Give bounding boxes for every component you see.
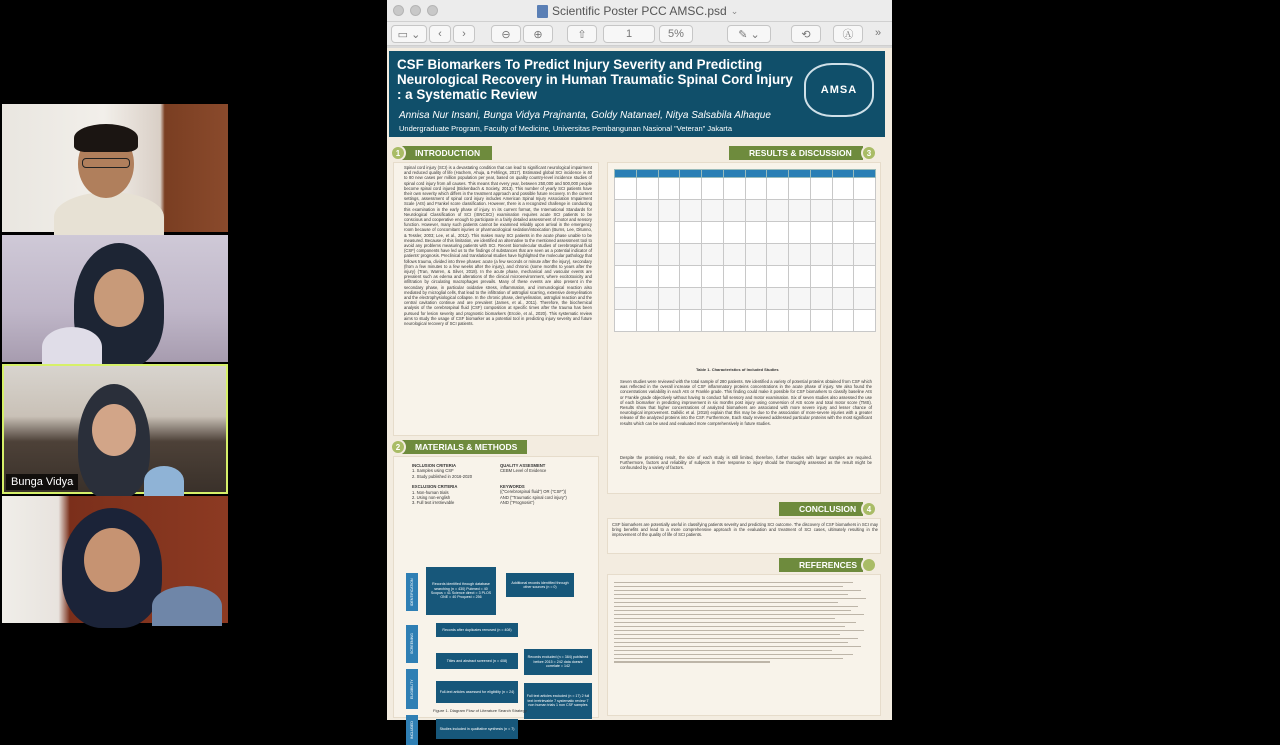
participant-shoulders bbox=[144, 466, 184, 496]
inclusion-criteria-block bbox=[412, 463, 496, 506]
participant-shoulders bbox=[42, 327, 102, 367]
window-title bbox=[537, 4, 738, 18]
reference-line bbox=[614, 594, 848, 595]
table-row bbox=[615, 200, 876, 222]
section-header-references bbox=[779, 558, 863, 572]
participant-video-tile[interactable] bbox=[2, 235, 228, 362]
section-title: MATERIALS & METHODS bbox=[415, 442, 518, 452]
keyword-item: (("Cerebrospinal fluid") OR ("CSF")) bbox=[500, 489, 567, 495]
amsa-logo bbox=[804, 63, 874, 117]
reference-line bbox=[614, 602, 838, 603]
reference-line bbox=[614, 622, 856, 623]
reference-line bbox=[614, 650, 832, 651]
reference-line bbox=[614, 661, 770, 662]
exclusion-item: 2. Using non-english bbox=[412, 495, 451, 501]
previous-page-button[interactable]: ‹ bbox=[429, 25, 451, 43]
minimize-window-button[interactable] bbox=[410, 5, 421, 16]
flow-stage-label: ELIGIBILITY bbox=[406, 669, 418, 709]
reference-line bbox=[614, 658, 843, 659]
reference-line bbox=[614, 606, 858, 607]
participant-hair bbox=[74, 124, 138, 152]
rotate-button[interactable]: ⟲ bbox=[791, 25, 821, 43]
exclusion-item: 3. Full text irretrievable bbox=[412, 500, 455, 506]
viewer-toolbar bbox=[387, 22, 892, 46]
keywords-title: KEYWORDS bbox=[500, 483, 525, 489]
annotate-button[interactable]: Ⓐ bbox=[833, 25, 863, 43]
page-number-field[interactable]: 1 bbox=[603, 25, 655, 43]
conclusion-panel bbox=[607, 518, 881, 554]
quality-title: QUALITY ASSESMENT bbox=[500, 463, 546, 468]
next-page-button[interactable]: › bbox=[453, 25, 475, 43]
section-badge bbox=[861, 557, 877, 573]
flow-box-fulltext-assessed: Full-text articles assessed for eligibility (n = 24) bbox=[436, 681, 518, 703]
more-tools-icon[interactable]: » bbox=[875, 27, 882, 39]
markup-pen-button[interactable]: ✎ ⌄ bbox=[727, 25, 771, 43]
section-title: REFERENCES bbox=[799, 560, 858, 570]
sidebar-toggle-button[interactable]: ▭ ⌄ bbox=[391, 25, 427, 43]
reference-line bbox=[614, 618, 835, 619]
poster-affiliation: Undergraduate Program, Faculty of Medicine, Universitas Pembangunan Nasional "Veteran" Jakarta bbox=[399, 124, 732, 133]
conclusion-text: CSF biomarkers are potentially useful in classifying patients severity and predicting SCI outcome. The discovery of CSF biomarkers in SCI may bring benefits and lead to a more comprehensive approach in the evaluation and treatment of SCI cases, ultimately resulting in the improvement of the quality of life of SCI patients. bbox=[612, 522, 878, 538]
flow-stage-label: INCLUDED bbox=[406, 715, 418, 745]
reference-line bbox=[614, 590, 861, 591]
keyword-item: AND ("Prognosis") bbox=[500, 500, 535, 506]
logo-text: AMSA bbox=[820, 84, 858, 96]
shared-screen-viewer[interactable] bbox=[387, 0, 892, 739]
zoom-level-field[interactable]: 5% bbox=[659, 25, 693, 43]
flow-stage-label: SCREENING bbox=[406, 625, 418, 663]
reference-line bbox=[614, 654, 853, 655]
section-header-results bbox=[729, 146, 863, 160]
window-title-text: Scientific Poster PCC AMSC.psd bbox=[552, 4, 727, 18]
reference-line bbox=[614, 646, 861, 647]
reference-line bbox=[614, 626, 845, 627]
exclusion-item: 1. Non-human trials bbox=[412, 489, 449, 495]
reference-line bbox=[614, 610, 851, 611]
zoom-in-button[interactable]: ⊕ bbox=[523, 25, 553, 43]
participant-face bbox=[94, 269, 144, 327]
table-row bbox=[615, 310, 876, 332]
zoom-out-button[interactable]: ⊖ bbox=[491, 25, 521, 43]
section-title: CONCLUSION bbox=[799, 504, 857, 514]
flow-box-excluded: Records excluded (n = 384) published before 2015 = 242 data doesnt correlate = 142 bbox=[524, 649, 592, 675]
section-number-badge: 3 bbox=[861, 145, 877, 161]
results-panel bbox=[607, 162, 881, 494]
reference-line bbox=[614, 586, 843, 587]
flow-box-identified: Records identified through database searching (n = 430) Pubmed = 40 Scopus = 41 Science direct = 3 PLOS ONE = 40 Proquest = 256 bbox=[426, 567, 496, 615]
results-text: Seven studies were reviewed with the total sample of 280 patients. We identified a variety of potential proteins obtained from CSF which was reflected in the overall increase of CSF inflammatory proteins concentrations in the acute phase of injury. We also found the concentrations variability in each AIS or Frankle grade. This finding could make it possible for CSF biomarkers to classify baseline AIS or Frankle grade objectively without having to conduct full sensory and motor examination. Six of seven studies also assessed the use of each biomarker in predicting improvement in six months post injury using conversion of AIS score and total motor score (TMS). Results show that higher concentrations of analyzed biomarkers are associated with more severe injury and lesser chance of neurological improvement. Dalkilic et al. (2018) explain that this may be due to the association of more-severe injuries with a greater release of the analyzed proteins into the CSF. Furthermore, Each study reviewed addressed particular proteins with the most significant results which can be used and evaluated more comprehensively in future studies. bbox=[620, 379, 872, 426]
table-row bbox=[615, 244, 876, 266]
section-number-badge: 2 bbox=[390, 439, 406, 455]
participant-face bbox=[92, 404, 136, 456]
reference-line bbox=[614, 630, 864, 631]
flow-box-fulltext-excluded: Full text articles excluded (n = 17) 2 full text irretrievable 7 systematic review 7 non human trials 1 non CSF samples bbox=[524, 683, 592, 719]
table-caption: Table 1. Characteristics of Included Studies bbox=[696, 367, 779, 372]
participant-video-tile-active-speaker[interactable] bbox=[2, 364, 228, 494]
inclusion-item: 2. Study published in 2016-2020 bbox=[412, 473, 473, 479]
window-titlebar bbox=[387, 0, 892, 22]
poster-header bbox=[389, 51, 885, 137]
close-window-button[interactable] bbox=[393, 5, 404, 16]
participant-video-tile[interactable] bbox=[2, 496, 228, 623]
quality-value: CEBM Level of Evidence bbox=[500, 468, 547, 474]
table-row bbox=[615, 266, 876, 288]
reference-line bbox=[614, 582, 853, 583]
participant-name-label: Bunga Vidya bbox=[6, 474, 78, 490]
exclusion-title: EXCLUSION CRITERIA bbox=[412, 484, 458, 490]
participant-video-tile[interactable] bbox=[2, 104, 228, 232]
poster-title: CSF Biomarkers To Predict Injury Severity and Predicting Neurological Recovery in Human Traumatic Spinal Cord Injury : a Systematic Review bbox=[397, 57, 793, 102]
participant-face bbox=[84, 528, 140, 592]
document-icon bbox=[537, 5, 548, 18]
flow-box-additional: Additional records identified through other sources (n = 0) bbox=[506, 573, 574, 597]
keyword-item: AND ("Traumatic spinal cord injury") bbox=[500, 494, 567, 500]
reference-line bbox=[614, 642, 848, 643]
section-title: RESULTS & DISCUSSION bbox=[749, 148, 852, 158]
poster-authors: Annisa Nur Insani, Bunga Vidya Prajnanta, Goldy Natanael, Nitya Salsabila Alhaque bbox=[399, 110, 771, 121]
section-title: INTRODUCTION bbox=[415, 148, 481, 158]
quality-keywords-block bbox=[500, 463, 596, 505]
flow-box-included: Studies included in qualitative synthesis (n = 7) bbox=[436, 719, 518, 739]
section-number-badge: 1 bbox=[390, 145, 406, 161]
table-row bbox=[615, 222, 876, 244]
section-header-introduction bbox=[395, 146, 492, 160]
section-number-badge: 4 bbox=[861, 501, 877, 517]
reference-line bbox=[614, 634, 840, 635]
poster-page bbox=[387, 48, 892, 739]
section-header-conclusion bbox=[779, 502, 863, 516]
figure-1-caption: Figure 1. Diagram Flow of Literature Search Strategy bbox=[433, 708, 527, 713]
flow-box-duplicates-removed: Records after duplicates removed (n = 408) bbox=[436, 623, 518, 637]
references-panel bbox=[607, 574, 881, 716]
methods-panel bbox=[393, 456, 599, 739]
zoom-window-button[interactable] bbox=[427, 5, 438, 16]
table-row bbox=[615, 178, 876, 200]
reference-line bbox=[614, 638, 858, 639]
chevron-down-icon[interactable]: ⌄ bbox=[730, 5, 739, 16]
glasses-icon bbox=[82, 158, 130, 168]
section-header-methods bbox=[395, 440, 527, 454]
reference-line bbox=[614, 598, 866, 599]
share-button[interactable]: ⇧ bbox=[567, 25, 597, 43]
participant-shoulders bbox=[152, 586, 222, 626]
reference-line bbox=[614, 614, 864, 615]
inclusion-item: 1. Samples using CSF bbox=[412, 468, 454, 474]
flow-box-screened: Titles and abstract screened (n = 408) bbox=[436, 653, 518, 669]
flow-stage-label: IDENTIFICATION bbox=[406, 573, 418, 611]
introduction-text: Spinal cord injury (SCI) is a devastating condition that can lead to significant neurological impairment and reduced quality of life (Hachem, Ahuja, & Fehlings, 2017). Estimated global SCI incidence is 40 to 80 new cases per million population per year, based on quality country-level incidence studies of spinal cord injury from all causes. This means that every year, between 250,000 and 500,000 people become spinal cord injured (Bickenbach & Society, 2013). This number of yearly SCI patients have their own severity which differs in the treatment approach and possible future recovery. In the current settings, assessment of spinal cord injury includes American Spinal Injury Association Impairment Scale (AIS) and Frankel score classification. However, there is a recognized challenge in conducting this examination in the early phase of injury. In its current format, the International Standards for Neurological Classification of SCI (ISNCSCI) examination requires acute SCI patients to be conscious and cooperative enough to participate in a fairly detailed assessment of motor and sensory function. However, many such patients cannot be examined reliably upon arrival in the emergency room because of concomitant injuries or pharmacological sedation/intoxication (Burns, Lee, Ditunno, & Tessler, 2003; Lee, et al., 2012). This makes many SCI patients in the acute phase unable to be measured. Because of this limitation, we identified an alternative to the mentioned assessment tool to avoid any problems measuring patients with SCI. Recent biomolecular studies of cerebrospinal fluid (CSF) components have led us to the findings of substances that are seen as a potential indicator of patients' prognosis. Preclinical and translational studies have highlighted the molecular pathology that follows trauma, divided into three phases: acute (a few seconds or minute after the injury), secondary (from a few minutes to a few weeks after the injury), and chronic (some months to years after the injury) (Tran, Warren, & Silver, 2018). In the acute phase, mechanical and vascular events are prevalent such as edema and alterations of the clinical microenvironment, where excitotoxicity and infiltration by circulating macrophages prevails. Many of these events are also present in the secondary phase, in particular oxidative stress, inflammation, and immunological reaction also mediated by microglial cells, that lead to the infiltration of astroglial scarring, extensive demyelination and the electrophysiological collapse. In the chronic phase, demyelination, astroglial reaction and the central cavitation continue and are prevalent (James, et al., 2011). Therefore, the biochemical analysis of the cerebrospinal fluid (CSF) composition at specific times after the trauma has been pursued for lesion severity and prognostic biomarkers (Ercole, et al., 2020). This systematic review aims to study the usage of CSF biomarker as a potential tool in predicting injury severity and future neurological recovery of SCI patients. bbox=[404, 165, 592, 327]
table-header-row bbox=[615, 170, 876, 178]
table-row bbox=[615, 288, 876, 310]
introduction-panel bbox=[393, 162, 599, 436]
inclusion-title: INCLUSION CRITERIA bbox=[412, 463, 456, 468]
results-text-limitations: Despite the promising result, the size of each study is still limited, therefore, further studies with larger samples are required. Furthermore, factors and reliability of subjects in their response to injury should be thoroughly assessed as the result might be confounded by a variety of factors. bbox=[620, 455, 872, 471]
characteristics-table bbox=[614, 169, 876, 332]
